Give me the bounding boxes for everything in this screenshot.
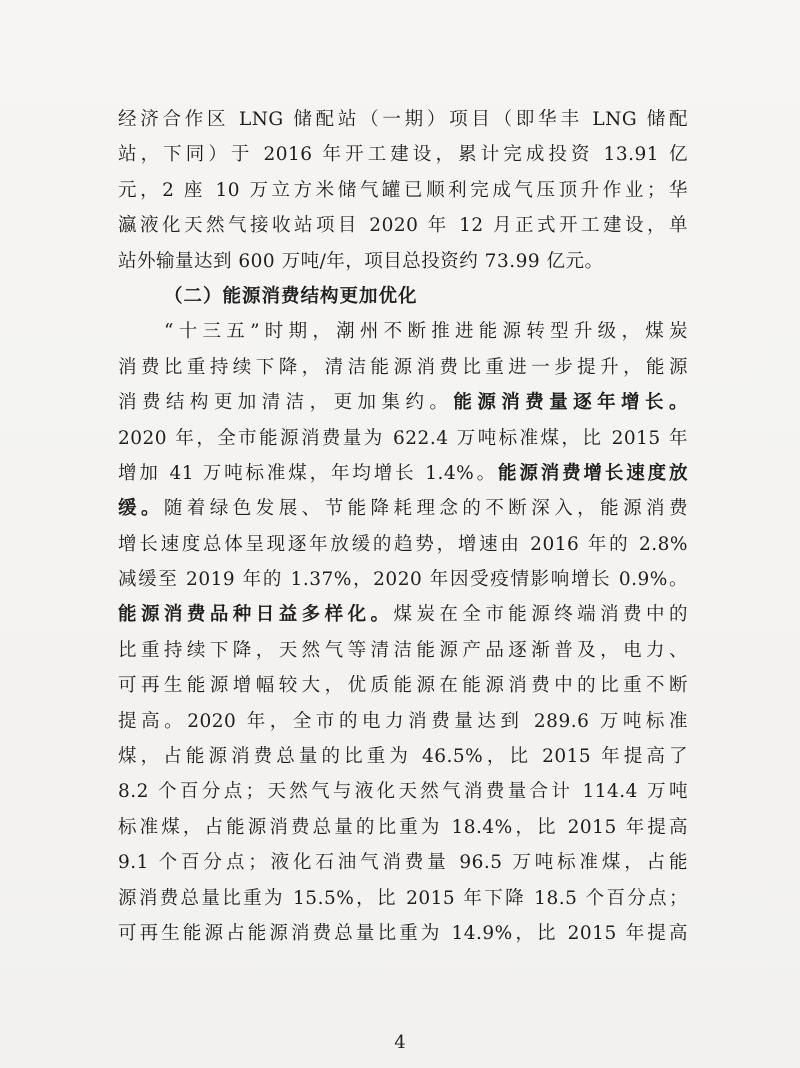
- text-line: [118, 491, 688, 526]
- body-text: [118, 102, 688, 951]
- text-line: [118, 385, 688, 420]
- text-run: 煤，占能源消费总量的比重为 46.5%，比 2015 年提高了: [118, 746, 688, 768]
- text-run: 随着绿色发展、节能降耗理念的不断深入，能源消费: [163, 498, 688, 520]
- text-run: 2020 年，全市能源消费量为 622.4 万吨标准煤，比 2015 年: [118, 427, 688, 449]
- text-run: 增长速度总体呈现逐年放缓的趋势，增速由 2016 年的 2.8%: [118, 533, 688, 555]
- bold-phrase: 能源消费量逐年增长。: [453, 392, 688, 414]
- text-run: 比重持续下降，天然气等清洁能源产品逐渐普及，电力、: [118, 639, 688, 661]
- text-line: [118, 137, 688, 172]
- text-run: 站，下同）于 2016 年开工建设，累计完成投资 13.91 亿: [118, 144, 688, 166]
- text-run: 减缓至 2019 年的 1.37%，2020 年因受疫情影响增长 0.9%。: [118, 569, 688, 591]
- text-line: [118, 314, 688, 349]
- text-run: 增加 41 万吨标准煤，年均增长 1.4%。: [118, 462, 499, 484]
- bold-phrase: 能源消费品种日益多样化。: [118, 604, 394, 626]
- text-run: 瀛液化天然气接收站项目 2020 年 12 月正式开工建设，单: [118, 215, 688, 237]
- text-run: 提高。2020 年，全市的电力消费量达到 289.6 万吨标准: [118, 710, 688, 732]
- text-line: [118, 668, 688, 703]
- page-number: 4: [394, 1032, 406, 1053]
- text-run: 9.1 个百分点；液化石油气消费量 96.5 万吨标准煤，占能: [118, 852, 688, 874]
- text-run: 源消费总量比重为 15.5%，比 2015 年下降 18.5 个百分点；: [118, 887, 688, 909]
- text-line: [118, 173, 688, 208]
- text-run: 可再生能源占能源消费总量比重为 14.9%，比 2015 年提高: [118, 922, 688, 944]
- text-run: 标准煤，占能源消费总量的比重为 18.4%，比 2015 年提高: [118, 816, 688, 838]
- text-line: [118, 527, 688, 562]
- text-line: [118, 633, 688, 668]
- text-run: 站外输量达到 600 万吨/年，项目总投资约 73.99 亿元。: [118, 250, 604, 272]
- text-line: [118, 774, 688, 809]
- text-line: [118, 810, 688, 845]
- text-line: [118, 916, 688, 951]
- text-line: [118, 421, 688, 456]
- text-line: [118, 208, 688, 243]
- text-line: [118, 102, 688, 137]
- text-run: 8.2 个百分点；天然气与液化天然气消费量合计 114.4 万吨: [118, 781, 688, 803]
- text-run: “十三五”时期，潮州不断推进能源转型升级，煤炭: [164, 321, 688, 343]
- text-line: [118, 244, 688, 279]
- text-run: 元，2 座 10 万立方米储气罐已顺利完成气压顶升作业；华: [118, 179, 688, 201]
- text-line: [118, 881, 688, 916]
- bold-phrase: 能源消费增长速度放: [498, 462, 688, 484]
- text-run: 消费比重持续下降，清洁能源消费比重进一步提升，能源: [118, 356, 688, 378]
- text-run: 消费结构更加清洁，更加集约。: [118, 392, 454, 414]
- text-run: 经济合作区 LNG 储配站（一期）项目（即华丰 LNG 储配: [118, 109, 688, 130]
- text-line: [118, 704, 688, 739]
- bold-phrase: 缓。: [118, 498, 164, 520]
- text-line: [118, 739, 688, 774]
- text-line: [118, 597, 688, 632]
- text-line: [118, 350, 688, 385]
- text-line: [118, 845, 688, 880]
- text-run: 煤炭在全市能源终端消费中的: [393, 604, 688, 626]
- text-line: [118, 456, 688, 491]
- text-line: [118, 562, 688, 597]
- text-run: 可再生能源增幅较大，优质能源在能源消费中的比重不断: [118, 675, 688, 697]
- section-heading: （二）能源消费结构更加优化: [164, 285, 418, 307]
